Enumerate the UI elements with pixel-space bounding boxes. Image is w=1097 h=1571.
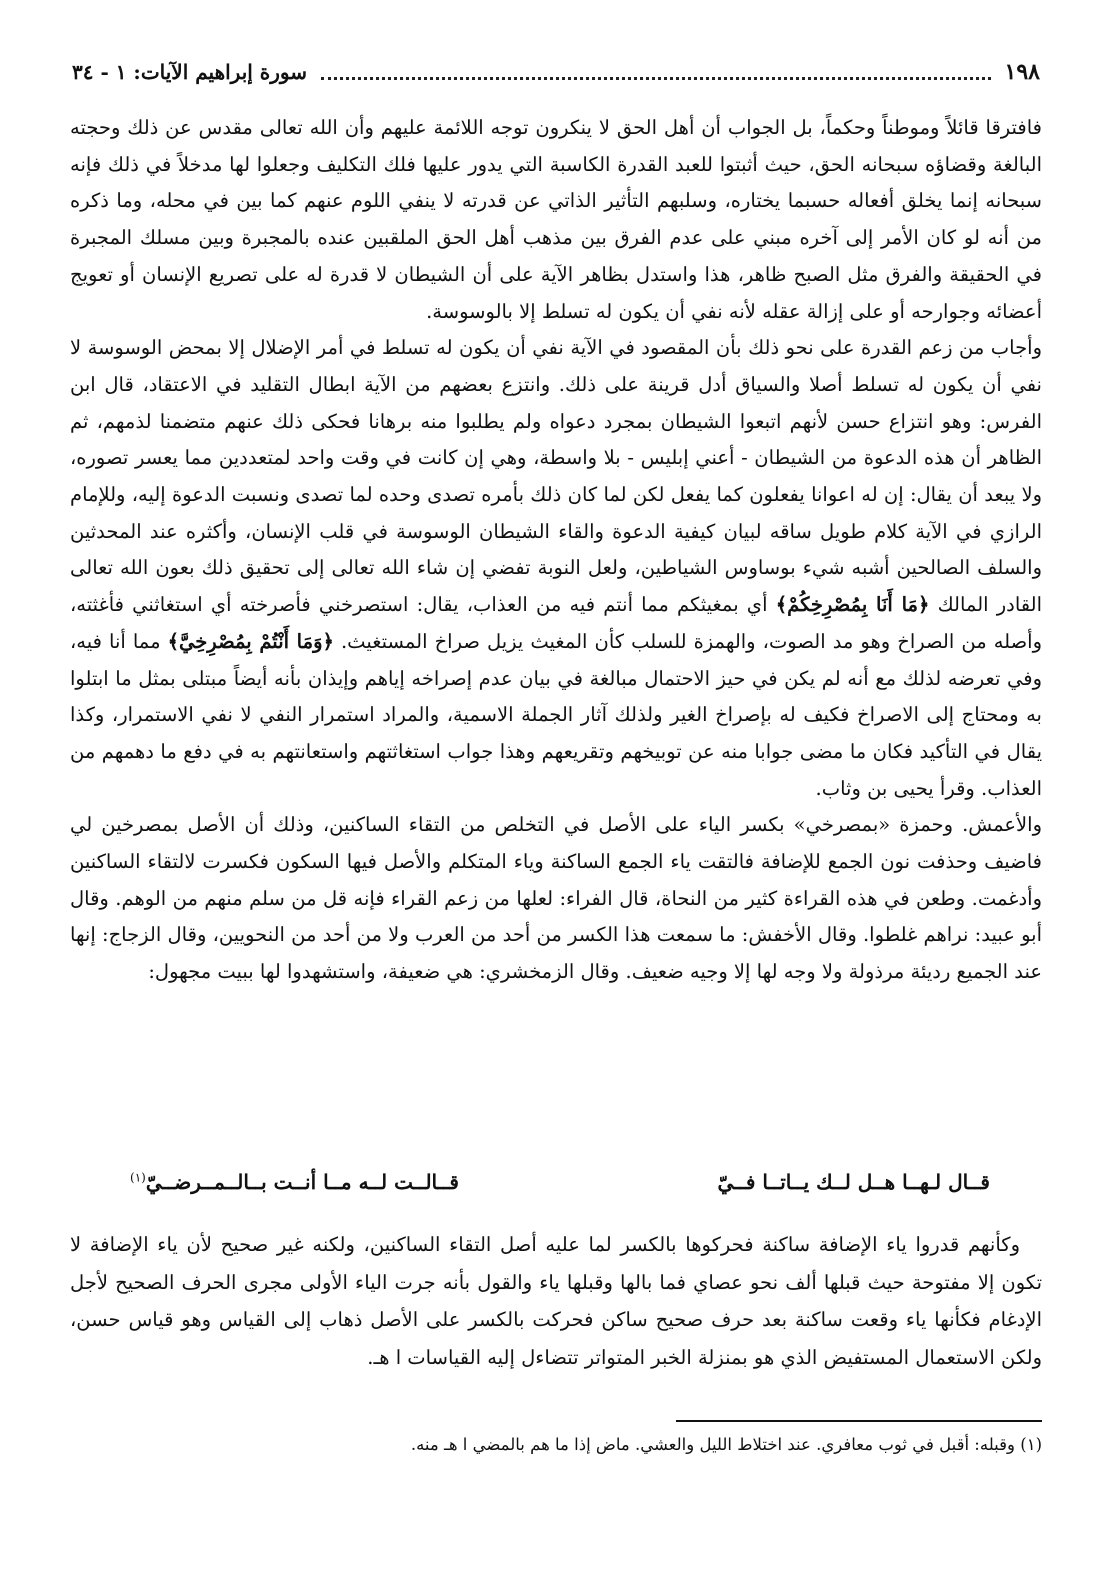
page-header bbox=[72, 52, 1040, 92]
header-dotted-leader bbox=[321, 77, 991, 80]
footnote-separator bbox=[676, 1420, 1042, 1422]
page-number: ١٩٨ bbox=[1004, 59, 1040, 85]
footnote-text: وقبله: أقبل في ثوب معافري. عند اختلاط الليل والعشي. ماض إذا ما هم بالمضي ا هـ منه. bbox=[410, 1435, 1015, 1454]
paragraph: وكأنهم قدروا ياء الإضافة ساكنة فحركوها بالكسر لما عليه أصل التقاء الساكنين، ولكنه غير صحيح لأن ياء الإضافة لا تكون إلا مفتوحة حيث قبلها ألف نحو عصاي فما بالها وقبلها ياء والقول بأنه جرت الياء الأولى مجرى الحرف الصحيح لأجل الإدغام فكأنها ياء وقعت ساكنة بعد حرف صحيح ساكن فحركت بالكسر على الأصل ذهاب إلى القياس وهو قياس حسن، ولكن الاستعمال المستفيض الذي هو بمنزلة الخبر المتواتر تتضاءل إليه القياسات ا هـ. bbox=[70, 1233, 1042, 1369]
paragraph bbox=[70, 110, 1042, 330]
main-text bbox=[70, 110, 1042, 991]
verse-second-hemistich bbox=[130, 1170, 459, 1194]
footnote-reference: (١) bbox=[130, 1170, 146, 1185]
verse-second-text: قــالــت لــه مــا أنــت بــالــمــرضــيّ bbox=[145, 1170, 459, 1194]
paragraph-text: فافترقا قائلاً وموطناً وحكماً، بل الجواب أن أهل الحق لا ينكرون توجه اللائمة عليهم وأن الله تعالى مقدس عن ذلك وحجته البالغة وقضاؤه سبحانه الحق، حيث أثبتوا للعبد القدرة الكاسبة التي يدور عليها فلك التكليف وجعلوا لها مدخلاً في ذلك فإنه سبحانه إنما يخلق أفعاله حسبما يختاره، وسلبهم التأثير الذاتي عن قدرته لا ينفي اللوم عنهم كما بين في محله، وما ذكره من أنه لو كان الأمر إلى آخره مبني على عدم الفرق بين مذهب أهل الحق الملقبين عنده بالمجبرة وبين مسلك المجبرة في الحقيقة والفرق مثل الصبح ظاهر، هذا واستدل بظاهر الآية على أن الشيطان لا قدرة له على تصريع الإنسان أو تعويج أعضائه وجوارحه أو على إزالة عقله لأنه نفي أن يكون له تسلط إلا بالوسوسة. bbox=[70, 116, 1042, 323]
verse-first-hemistich: قــال لـهــا هــل لــك يــاتــا فــيّ bbox=[717, 1170, 990, 1194]
paragraph-text: أي بمغيثكم مما أنتم فيه من العذاب، يقال: استصرخني فأصرخته أي استغاثني فأغثته، وأصله من الصراخ وهو مد الصوت، والهمزة للسلب كأن المغيث يزيل صراخ المستغيث. bbox=[70, 593, 1042, 653]
paragraph-text: والأعمش. وحمزة «بمصرخي» بكسر الياء على الأصل في التخلص من التقاء الساكنين، وذلك أن الأصل بمصرخين لي فاضيف وحذفت نون الجمع للإضافة فالتقت ياء الجمع الساكنة وياء المتكلم والأصل فيها السكون فكسرت لالتقاء الساكنين وأدغمت. وطعن في هذه القراءة كثير من النحاة، قال الفراء: لعلها من زعم القراء فإنه قل من سلم منهم من الوهم. وقال أبو عبيد: نراهم غلطوا. وقال الأخفش: ما سمعت هذا الكسر من أحد من العرب ولا من أحد من النحويين، وقال الزجاج: إنها عند الجميع رديئة مرذولة ولا وجه لها إلا وجيه ضعيف. وقال الزمخشري: هي ضعيفة، واستشهدوا لها ببيت مجهول: bbox=[70, 813, 1042, 984]
footnote-marker: (١) bbox=[1020, 1435, 1042, 1454]
paragraph-text: وأجاب من زعم القدرة على نحو ذلك بأن المقصود في الآية نفي أن يكون له تسلط في أمر الإضلال إلا بمحض الوسوسة لا نفي أن يكون له تسلط أصلا والسياق أدل قرينة على ذلك. وانتزع بعضهم من الآية ابطال التقليد في الاعتقاد، قال ابن الفرس: وهو انتزاع حسن لأنهم اتبعوا الشيطان بمجرد دعواه ولم يطلبوا منه برهانا فحكى ذلك عنهم متضمنا لذمهم، ثم الظاهر أن هذه الدعوة من الشيطان - أعني إبليس - بلا واسطة، وهي إن كانت في وقت واحد لمتعددين مما يعسر تصوره، ولا يبعد أن يقال: إن له اعوانا يفعلون كما يفعل لكن لما كان ذلك بأمره تصدى وحده لما تصدى ونسبت الدعوة إليه، وللإمام الرازي في الآية كلام طويل ساقه لبيان كيفية الدعوة والقاء الشيطان الوسوسة في قلب الإنسان، وأكثره عند المحدثين والسلف الصالحين أشبه شيء بوساوس الشياطين، ولعل النوبة تفضي إن شاء الله تعالى إلى تحقيق ذلك بعون الله تعالى القادر المالك bbox=[70, 336, 1043, 617]
running-title: سورة إبراهيم الآيات: ١ - ٣٤ bbox=[72, 60, 308, 84]
footnote bbox=[300, 1432, 1042, 1458]
quran-quote: ﴿وَمَا أَنْتُمْ بِمُصْرِخِيَّ﴾ bbox=[167, 629, 334, 653]
paragraph bbox=[70, 330, 1042, 807]
main-text-continued bbox=[70, 1226, 1042, 1376]
poetry-verse bbox=[130, 1170, 990, 1194]
paragraph-text: مما أنا فيه، وفي تعرضه لذلك مع أنه لم يكن في حيز الاحتمال مبالغة في بيان عدم إصراخه إياهم وإيذان بأنه أيضاً مبتلى بمثل ما ابتلوا به ومحتاج إلى الاصراخ فكيف له بإصراخ الغير ولذلك آثار الجملة الاسمية، والمراد استمرار النفي لا نفي الاستمرار، وكذا يقال في التأكيد فكان ما مضى جوابا منه عن توبيخهم وتقريعهم وهذا جواب استغاثتهم واستعانتهم به في دفع ما دهمهم من العذاب. وقرأ يحيى بن وثاب. bbox=[70, 629, 1042, 800]
paragraph bbox=[70, 807, 1042, 991]
quran-quote: ﴿مَا أَنَا بِمُصْرِخِكُمْ﴾ bbox=[775, 593, 930, 617]
